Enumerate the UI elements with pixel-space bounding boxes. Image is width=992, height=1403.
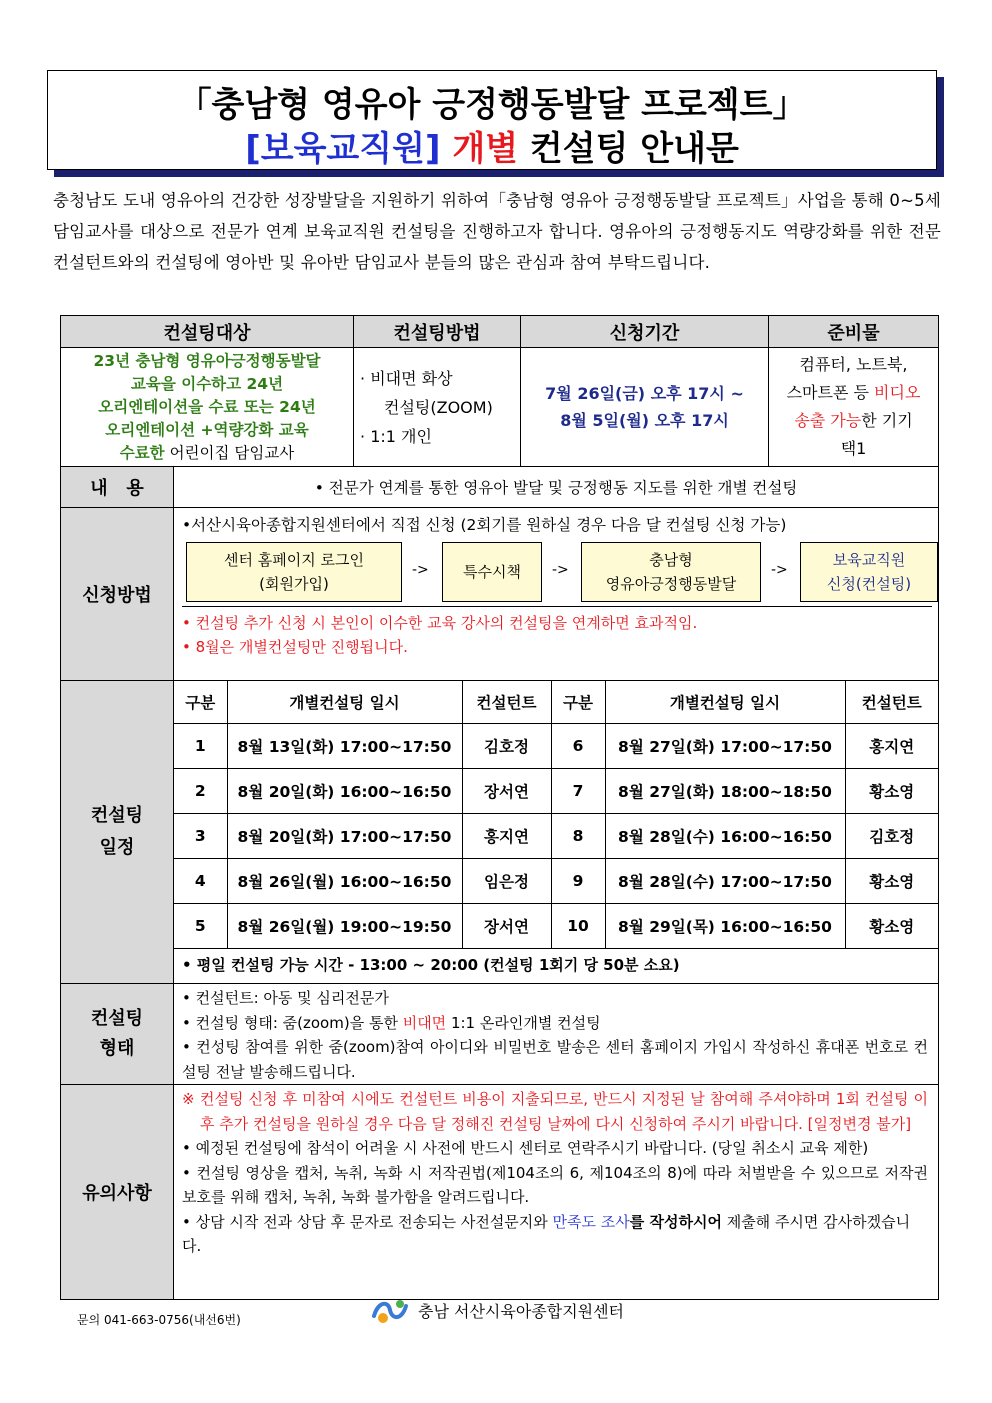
format-row [61, 984, 939, 1085]
sched-cell: 8월 27일(화) 17:00~17:50 [605, 724, 845, 769]
format-line-1: • 컨설턴트: 아동 및 심리전문가 [182, 989, 389, 1007]
format-cell [174, 984, 939, 1085]
schedule-table [174, 681, 938, 979]
table-row [174, 814, 938, 859]
table-row [174, 904, 938, 949]
prep-device: 한 기기 [861, 411, 913, 430]
schedule-note: • 평일 컨설팅 가능 시간 - 13:00 ~ 20:00 (컨설팅 1회기 당 50분 소요) [174, 949, 938, 980]
sched-cell: 장서연 [462, 769, 551, 814]
sched-cell: 김호정 [845, 814, 938, 859]
flow-step-login-line2: (회원가입) [259, 575, 329, 593]
schedule-row [61, 681, 939, 984]
target-line-2: 교육을 이수하고 24년 [130, 374, 284, 393]
center-logo-icon [370, 1296, 410, 1326]
sched-cell: 1 [174, 724, 227, 769]
sched-cell: 8월 20일(화) 17:00~17:50 [227, 814, 462, 859]
table-row [174, 769, 938, 814]
period-line-1: 7월 26일(금) 오후 17시 ~ [545, 384, 744, 403]
caution-b3a: • 상담 시작 전과 상담 후 문자로 전송되는 사전설문지와 [182, 1212, 553, 1231]
caution-bullet-3 [182, 1210, 928, 1259]
sched-header-no-2: 구분 [551, 681, 605, 724]
table-row [174, 724, 938, 769]
content-label: 내 용 [61, 467, 174, 508]
caution-cell [174, 1085, 939, 1300]
sched-cell: 8월 26일(월) 16:00~16:50 [227, 859, 462, 904]
flow-step-staff-line1: 보육교직원 [832, 551, 906, 569]
format-line-2 [182, 1011, 928, 1036]
schedule-cell [174, 681, 939, 984]
schedule-label [61, 681, 174, 984]
flow-step-special [442, 542, 542, 602]
page-subtitle [48, 121, 936, 170]
format-label [61, 984, 174, 1085]
sched-header-consultant-2: 컨설턴트 [845, 681, 938, 724]
target-cell [61, 348, 354, 467]
sched-cell: 2 [174, 769, 227, 814]
flow-step-login [186, 542, 402, 602]
prep-smartphone: 스마트폰 등 [786, 383, 875, 402]
flow-step-login-line1: 센터 홈페이지 로그인 [224, 551, 364, 569]
apply-row [61, 508, 939, 681]
prep-line-1: 컴퓨터, 노트북, [799, 355, 908, 374]
sched-cell: 장서연 [462, 904, 551, 949]
sched-header-datetime-1: 개별컨설팅 일시 [227, 681, 462, 724]
sched-cell: 홍지연 [845, 724, 938, 769]
contact-info: 문의 041-663-0756(내선6번) [77, 1313, 241, 1327]
sched-cell: 7 [551, 769, 605, 814]
sched-cell: 8월 28일(수) 17:00~17:50 [605, 859, 845, 904]
sched-cell: 임은정 [462, 859, 551, 904]
sched-cell: 8월 13일(화) 17:00~17:50 [227, 724, 462, 769]
subtitle-part-staff: [보육교직원] [245, 129, 441, 169]
table-row [174, 859, 938, 904]
header-prep: 준비물 [769, 316, 939, 348]
schedule-header-row [174, 681, 938, 724]
sched-cell: 3 [174, 814, 227, 859]
format-label-line2: 형태 [99, 1038, 135, 1059]
method-line-3: · 1:1 개인 [360, 426, 432, 446]
prep-transmit: 송출 가능 [794, 411, 862, 430]
sched-cell: 9 [551, 859, 605, 904]
apply-note-2: • 8월은 개별컨설팅만 진행됩니다. [182, 638, 408, 656]
flow-arrow-3: -> [771, 562, 788, 578]
format-line-2a: • 컨설팅 형태: 줌(zoom)을 통한 [182, 1013, 403, 1032]
caution-b3d: 제출해 주시면 감사하겠습니다. [182, 1212, 911, 1255]
sched-cell: 홍지연 [462, 814, 551, 859]
method-line-1: · 비대면 화상 [360, 368, 453, 388]
target-line-4: 오리엔테이션 +역량강화 교육 [105, 420, 309, 439]
summary-header-row [61, 316, 939, 348]
apply-cell [174, 508, 939, 681]
intro-paragraph: 충청남도 도내 영유아의 건강한 성장발달을 지원하기 위하여「충남형 영유아 긍정행동발달 프로젝트」사업을 통해 0~5세 담임교사를 대상으로 전문가 연계 보육교직원 컨설팅을 진행하고자 합니다. 영유아의 긍정행동지도 역량강화를 위한 전문 컨설턴트와의 컨설팅에 영아반 및 유아반 담임교사 분들의 많은 관심과 참여 부탁드립니다. [53, 191, 941, 272]
caution-row [61, 1085, 939, 1300]
title-box [47, 70, 937, 170]
flow-step-staff [800, 542, 938, 602]
schedule-label-line2: 일정 [99, 837, 135, 858]
caution-bullet-1: • 예정된 컨설팅에 참석이 어려울 시 사전에 반드시 센터로 연락주시기 바랍니다. (당일 취소시 교육 제한) [182, 1139, 869, 1157]
flow-step-project [581, 542, 761, 602]
sched-cell: 8월 27일(화) 18:00~18:50 [605, 769, 845, 814]
caution-warning: ※ 컨설팅 신청 후 미참여 시에도 컨설턴트 비용이 지출되므로, 반드시 지정된 날 참여해 주셔야하며 1회 컨설팅 이후 추가 컨설팅을 원하실 경우 다음 달 정해진 컨설팅 날짜에 다시 신청하여 주시기 바랍니다. [일정변경 불가] [182, 1090, 929, 1133]
sched-cell: 황소영 [845, 904, 938, 949]
target-line-1: 23년 충남형 영유아긍정행동발달 [93, 351, 321, 370]
flow-step-project-line2: 영유아긍정행동발달 [605, 575, 737, 593]
target-line-5 [61, 442, 353, 465]
apply-label: 신청방법 [61, 508, 174, 681]
caution-label: 유의사항 [61, 1085, 174, 1300]
prep-video: 비디오 [874, 383, 921, 402]
prep-line-2 [769, 379, 938, 407]
page-title: 「충남형 영유아 긍정행동발달 프로젝트」 [177, 85, 807, 125]
schedule-note-row [174, 949, 938, 980]
header-period: 신청기간 [521, 316, 769, 348]
format-line-2b: 비대면 [402, 1013, 447, 1032]
subtitle-part-individual: 개별 [452, 129, 519, 169]
target-line-3: 오리엔테이션을 수료 또는 24년 [98, 397, 316, 416]
sched-header-no-1: 구분 [174, 681, 227, 724]
caution-b3b: 만족도 조사 [552, 1212, 630, 1231]
sched-header-consultant-1: 컨설턴트 [462, 681, 551, 724]
flow-step-special-line1: 특수시책 [463, 563, 521, 581]
header-method: 컨설팅방법 [354, 316, 521, 348]
flow-step-project-line1: 충남형 [649, 551, 693, 569]
apply-flow [182, 536, 932, 604]
target-completed: 수료한 [119, 443, 165, 462]
caution-bullet-2: • 컨설팅 영상을 캡처, 녹취, 녹화 시 저작권법(제104조의 6, 제104조의 8)에 따라 처벌받을 수 있으므로 저작권 보호를 위해 캡처, 녹취, 녹화 불가함을 알려드립니다. [182, 1163, 929, 1206]
header-target: 컨설팅대상 [61, 316, 354, 348]
summary-row [61, 348, 939, 467]
sched-cell: 5 [174, 904, 227, 949]
prep-line-4: 택1 [840, 439, 867, 458]
prep-line-3 [769, 407, 938, 435]
content-row [61, 467, 939, 508]
sched-cell: 8월 20일(화) 16:00~16:50 [227, 769, 462, 814]
format-line-3: • 컨성팅 참여를 위한 줌(zoom)참여 아이디와 비밀번호 발송은 센터 홈페이지 가입시 작성하신 휴대폰 번호로 컨설팅 전날 발송해드립니다. [182, 1038, 929, 1081]
sched-cell: 8월 28일(수) 16:00~16:50 [605, 814, 845, 859]
sched-cell: 황소영 [845, 769, 938, 814]
prep-cell [769, 348, 939, 467]
caution-b3c: 를 작성하시어 [629, 1212, 722, 1231]
sched-cell: 4 [174, 859, 227, 904]
apply-note-1: • 컨설팅 추가 신청 시 본인이 이수한 교육 강사의 컨설팅을 연계하면 효과적임. [182, 614, 698, 632]
sched-header-datetime-2: 개별컨설팅 일시 [605, 681, 845, 724]
info-table [60, 315, 939, 1300]
sched-cell: 6 [551, 724, 605, 769]
format-line-2c: 1:1 온라인개별 컨설팅 [446, 1013, 601, 1032]
target-teacher: 어린이집 담임교사 [164, 443, 295, 462]
subtitle-part-guide: 컨설팅 안내문 [529, 129, 739, 169]
apply-intro: •서산시육아종합지원센터에서 직접 신청 (2회기를 원하실 경우 다음 달 컨설팅 신청 가능) [182, 516, 787, 534]
sched-cell: 황소영 [845, 859, 938, 904]
period-line-2: 8월 5일(월) 오후 17시 [560, 411, 729, 430]
method-line-2: 컨설팅(ZOOM) [384, 397, 493, 417]
sched-cell: 8월 29일(목) 16:00~16:50 [605, 904, 845, 949]
apply-notes [182, 606, 932, 659]
sched-cell: 김호정 [462, 724, 551, 769]
center-name: 충남 서산시육아종합지원센터 [418, 1302, 625, 1321]
sched-cell: 8 [551, 814, 605, 859]
schedule-label-line1: 컨설팅 [90, 805, 144, 826]
flow-arrow-2: -> [552, 562, 569, 578]
sched-cell: 8월 26일(월) 19:00~19:50 [227, 904, 462, 949]
flow-arrow-1: -> [412, 562, 429, 578]
period-cell [521, 348, 769, 467]
method-cell [354, 348, 521, 467]
flow-step-staff-line2: 신청(컨설팅) [826, 575, 912, 593]
content-text: • 전문가 연계를 통한 영유아 발달 및 긍정행동 지도를 위한 개별 컨설팅 [174, 467, 939, 508]
sched-cell: 10 [551, 904, 605, 949]
format-label-line1: 컨설팅 [90, 1008, 144, 1029]
